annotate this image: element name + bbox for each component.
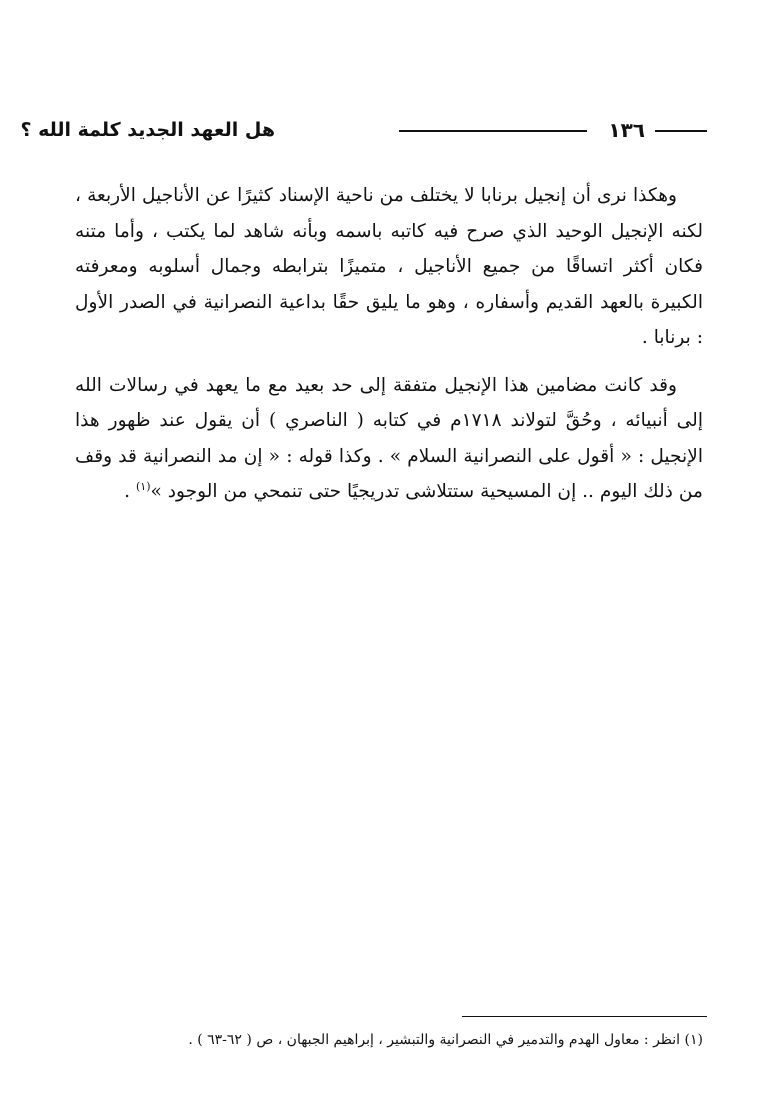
paragraph-1-text: وهكذا نرى أن إنجيل برنابا لا يختلف من ناحية الإسناد كثيرًا عن الأناجيل الأربعة ، لكنه الإنجيل الوحيد الذي صرح فيه كاتبه باسمه وبأنه شاهد لما يكتب ، وأما متنه فكان أكثر اتساقًا من جميع الأناجيل ، متميزًا بترابطه وجمال أسلوبه ومعرفته الكبيرة بالعهد القديم وأسفاره ، وهو ما يليق حقًا بداعية النصرانية في الصدر الأول : برنابا . <box>75 185 703 348</box>
page-number: ١٣٦ <box>608 118 645 142</box>
running-title: هل العهد الجديد كلمة الله ؟ <box>20 119 275 141</box>
paragraph-2 <box>75 368 703 510</box>
paragraph-1 <box>75 178 703 356</box>
header-rule <box>399 130 587 132</box>
paragraph-2-text: وقد كانت مضامين هذا الإنجيل متفقة إلى حد بعيد مع ما يعهد في رسالات الله إلى أنبيائه ، وحُقَّ لتولاند ١٧١٨م في كتابه ( الناصري ) أن يقول عند ظهور هذا الإنجيل : « أقول على النصرانية السلام » . وكذا قوله : « إن مد النصرانية قد وقف من ذلك اليوم .. إن المسيحية ستتلاشى تدريجيًا حتى تنمحي من الوجود » <box>75 374 703 502</box>
main-text <box>75 178 703 510</box>
footnote: (١) انظر : معاول الهدم والتدمير في النصرانية والتبشير ، إبراهيم الجبهان ، ص ( ٦٢-٦٣ ) . <box>188 1032 703 1048</box>
footnote-reference[interactable]: (١) <box>135 479 151 493</box>
footnote-separator <box>462 1016 707 1017</box>
header-rule-short <box>655 130 707 132</box>
closing-punctuation: . <box>124 481 136 502</box>
page-header <box>20 112 707 148</box>
